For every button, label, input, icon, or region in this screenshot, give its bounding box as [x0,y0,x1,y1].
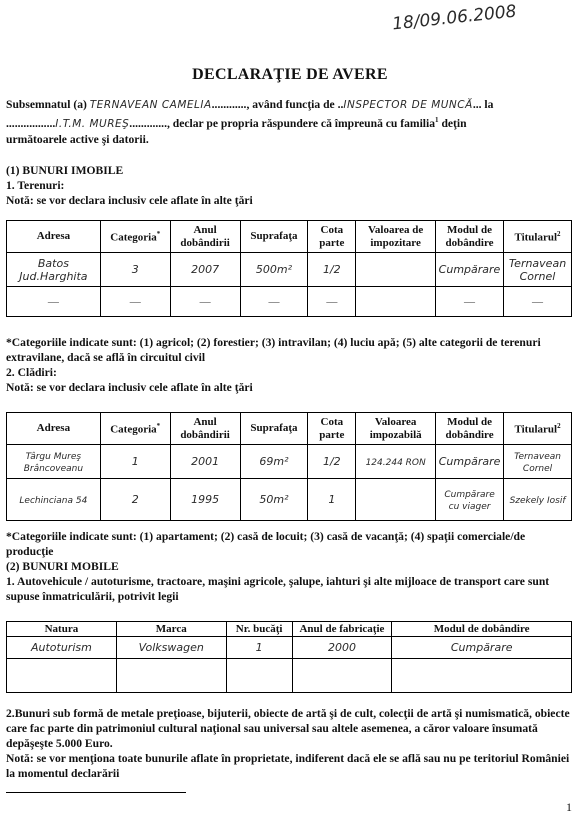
col-header: Anul de fabricaţie [292,622,392,637]
declarant-name: TERNAVEAN CAMELIA [89,99,212,111]
table-cell: — [308,287,356,317]
intro-line3: următoarele active şi datorii. [6,132,149,146]
table-row [7,287,572,317]
col-header: Marca [116,622,226,637]
col-header: Nr. bucăţi [226,622,292,637]
table-cell: 2000 [292,637,392,659]
table-cell: 2 [100,479,170,521]
footnote-separator [6,792,186,793]
declarant-function: INSPECTOR DE MUNCĂ [343,99,473,111]
intro-paragraph: Subsemnatul (a) TERNAVEAN CAMELIA............, având funcţia de ..INSPECTOR DE MUNCĂ... la .................I.T.M. MUREŞ............., declar pe propria răspundere că împreună cu familia$^1$ deţin următoarele active şi datorii. [6,98,494,146]
table-cell: 124.244 RON [356,445,436,479]
section2-heading: (2) BUNURI MOBILE [6,560,119,573]
table-cell: 69m² [240,445,308,479]
terenuri-footnote-block [6,335,572,395]
section2-sub2-block [6,706,572,781]
table-cell: — [504,287,572,317]
table-cell: Târgu Mureş Brâncoveanu [7,445,101,479]
table-cell: Volkswagen [116,637,226,659]
table-cell: Autoturism [7,637,117,659]
footnote-1-marker: 1 [435,116,439,124]
col-header: Titularul$^2$ [504,221,572,253]
col-header: Cota parte [308,221,356,253]
table-cell: Ternavean Cornel [504,253,572,287]
col-header: Suprafaţa [240,221,308,253]
table-cell: Lechinciana 54 [7,479,101,521]
table-cell [226,659,292,693]
page-number: 1 [566,800,572,814]
table-row [7,445,572,479]
functia-label: , având funcţia de [246,98,335,111]
table-cell: Szekely Iosif [504,479,572,521]
declarant-institution: I.T.M. MUREŞ [55,117,130,130]
table-cell: — [100,287,170,317]
cladiri-table [6,412,572,521]
col-header: Modul de dobândire [392,622,572,637]
table-cell: — [436,287,504,317]
col-header: Suprafaţa [240,413,308,445]
table-cell [392,659,572,693]
table-cell: 1995 [170,479,240,521]
col-header: Categoria* [100,221,170,253]
col-header: Natura [7,622,117,637]
section1-sub1: 1. Terenuri: [6,179,65,192]
section1-block [6,163,572,208]
cladiri-footnote: *Categoriile indicate sunt: (1) apartament; (2) casă de locuit; (3) casă de vacanţă; (4) spaţii comerciale/de producţie [6,530,526,558]
section1-sub2: 2. Clădiri: [6,366,57,379]
col-header: Anul dobândirii [170,221,240,253]
table-cell: 1 [100,445,170,479]
table-cell: 500m² [240,253,308,287]
table-cell: Cumpărare [436,445,504,479]
la-label: la [484,98,494,111]
table-cell [356,253,436,287]
table-cell [356,287,436,317]
section1-heading: (1) BUNURI IMOBILE [6,164,124,177]
section1-note2: Notă: se vor declara inclusiv cele aflate în alte ţări [6,381,253,394]
document-title: DECLARAŢIE DE AVERE [192,66,388,83]
table-cell [356,479,436,521]
autovehicule-header-row [7,622,572,637]
terenuri-header-row [7,221,572,253]
table-cell: 3 [100,253,170,287]
table-cell [292,659,392,693]
table-cell: Ternavean Cornel [504,445,572,479]
table-cell: Batos Jud.Harghita [7,253,101,287]
table-row [7,659,572,693]
declar-text: , declar pe propria răspundere că împreună cu familia [166,116,436,130]
section2-block [6,529,572,604]
table-cell: — [240,287,308,317]
col-header: Valoarea impozabilă [356,413,436,445]
col-header: Modul de dobândire [436,221,504,253]
table-cell: Cumpărare [436,253,504,287]
col-header: Adresa [7,413,101,445]
terenuri-table [6,220,572,317]
col-header: Cota parte [308,413,356,445]
table-cell: 1/2 [308,445,356,479]
table-cell [116,659,226,693]
table-cell: 50m² [240,479,308,521]
col-header: Adresa [7,221,101,253]
table-cell: Cumpărare cu viager [436,479,504,521]
detin-text: deţin [441,116,467,130]
table-cell: 1/2 [308,253,356,287]
table-cell: 1 [226,637,292,659]
section2-sub2: 2.Bunuri sub formă de metale preţioase, bijuterii, obiecte de artă şi de cult, colecţii de artă şi numismatică, obiecte care fac parte din patrimoniul cultural naţional sau universal sau altele asemenea, a căror valoare însumată depăşeşte 5.000 Euro. [6,707,570,750]
table-cell: Cumpărare [392,637,572,659]
col-header: Categoria* [100,413,170,445]
handwritten-date: 18/09.06.2008 [391,1,518,35]
table-row [7,253,572,287]
table-cell [7,659,117,693]
cladiri-header-row [7,413,572,445]
autovehicule-table [6,621,572,693]
table-cell: — [170,287,240,317]
table-row [7,479,572,521]
table-cell: 2007 [170,253,240,287]
section2-note: Notă: se vor menţiona toate bunurile aflate în proprietate, indiferent dacă ele se află sau nu pe teritoriul României la momentul declarării [6,752,570,780]
table-cell: 2001 [170,445,240,479]
col-header: Modul de dobândire [436,413,504,445]
section2-sub1: 1. Autovehicule / autoturisme, tractoare, maşini agricole, şalupe, iahturi şi alte mijloace de transport care sunt supuse înmatriculării, potrivit legii [6,575,550,603]
terenuri-footnote: *Categoriile indicate sunt: (1) agricol; (2) forestier; (3) intravilan; (4) luciu apă; (5) alte categorii de terenuri extravilane, dacă se află în circuitul civil [6,336,541,364]
col-header: Anul dobândirii [170,413,240,445]
table-row [7,637,572,659]
col-header: Valoarea de impozitare [356,221,436,253]
table-cell: — [7,287,101,317]
col-header: Titularul$^2$ [504,413,572,445]
table-cell: 1 [308,479,356,521]
subsemnatul-label: Subsemnatul (a) [6,98,87,111]
section1-note1: Notă: se vor declara inclusiv cele aflate în alte ţări [6,194,253,207]
